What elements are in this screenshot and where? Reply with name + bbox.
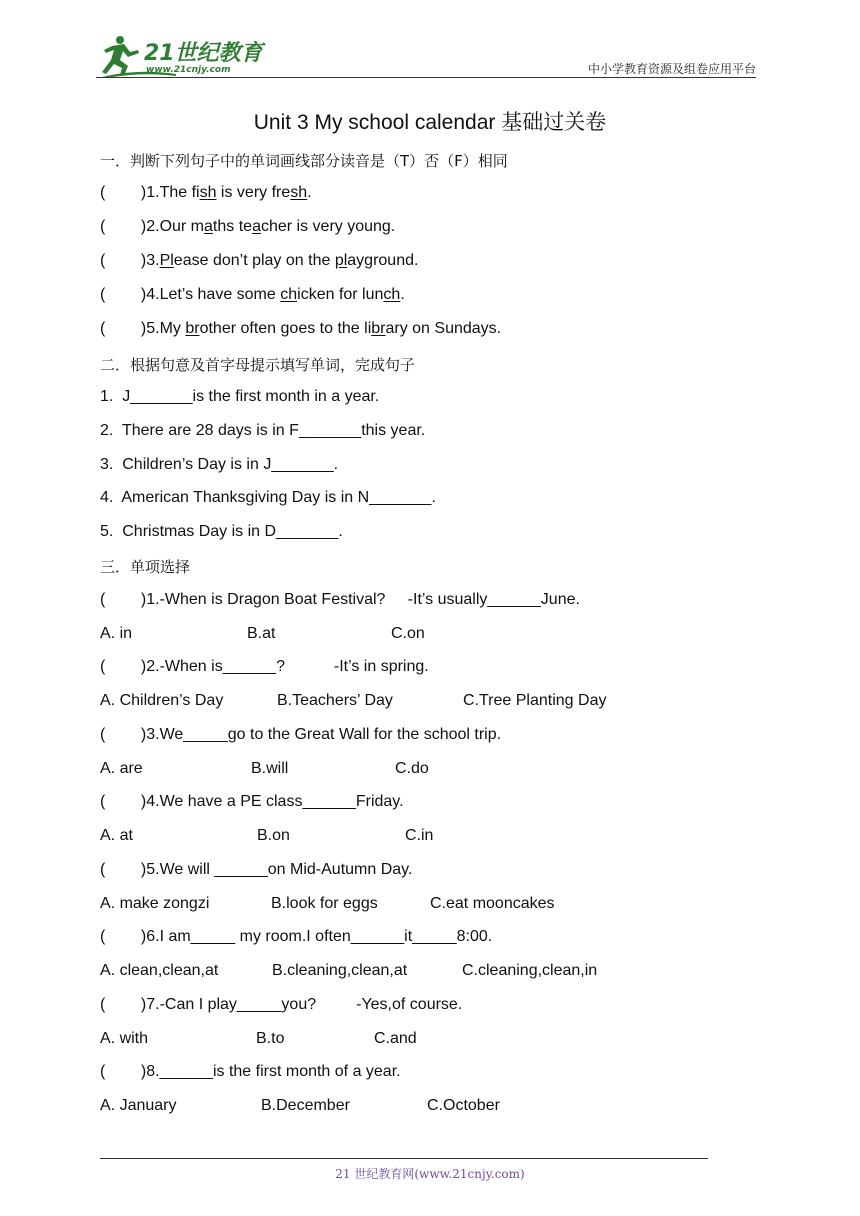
choice-option: C.cleaning,clean,in [462, 962, 598, 979]
page-title: Unit 3 My school calendar 基础过关卷 [253, 111, 607, 134]
item-text: ease don’t play on the [173, 252, 335, 269]
choice-option: B.cleaning,clean,at [272, 962, 408, 979]
underlined-letters: br [185, 320, 200, 337]
choice-option: A. in [100, 625, 133, 642]
item-text: . [307, 184, 312, 201]
choice-question: ( )2.-When is______? -It’s in spring. [100, 658, 429, 675]
logo-text: 21世纪教育 [144, 41, 263, 66]
fill-blank-item: 3. Children’s Day is in J_______. [100, 456, 339, 473]
choice-question: ( )6.I am_____ my room.I often______it_____8:00. [100, 928, 493, 945]
choice-option: A. at [100, 827, 133, 844]
header-platform-text: 中小学教育资源及组卷应用平台 [587, 62, 756, 76]
fill-blank-item: 1. J_______is the first month in a year. [100, 388, 380, 405]
item-text: )5.My [105, 320, 186, 337]
choice-option: B.look for eggs [271, 895, 378, 912]
choice-option: A. January [100, 1097, 177, 1114]
underlined-letters: pl [334, 252, 348, 269]
underlined-letters: br [371, 320, 386, 337]
choice-option: C.October [427, 1097, 500, 1114]
footer-divider [100, 1158, 708, 1159]
item-text: other often goes to the li [199, 320, 372, 337]
header-divider [96, 77, 756, 78]
item-text: ary on Sundays. [385, 320, 502, 337]
judge-item [100, 320, 501, 338]
item-text: ( [100, 252, 106, 269]
fill-blank-item: 5. Christmas Day is in D_______. [100, 523, 343, 540]
underlined-letters: a [204, 218, 213, 235]
item-text: . [400, 286, 405, 303]
item-text: ( [100, 218, 106, 235]
choice-option: A. with [100, 1030, 149, 1047]
judge-item [100, 252, 418, 270]
choice-question: ( )7.-Can I play_____you? -Yes,of course. [100, 996, 463, 1013]
choice-question: ( )1.-When is Dragon Boat Festival? -It’s usually______June. [100, 591, 580, 608]
item-text: ( [100, 320, 106, 337]
underlined-letters: ch [383, 286, 401, 303]
item-text: ( [100, 184, 106, 201]
item-text: ( [100, 286, 106, 303]
section1-heading: 一．判断下列句子中的单词画线部分读音是（T）否（F）相同 [100, 152, 508, 170]
choice-option: C.in [405, 827, 434, 844]
fill-blank-item: 4. American Thanksgiving Day is in N_______. [100, 489, 436, 506]
item-text: icken for lun [297, 286, 384, 303]
underlined-letters: a [252, 218, 261, 235]
choice-question: ( )4.We have a PE class______Friday. [100, 793, 404, 810]
choice-option: B.at [247, 625, 276, 642]
item-text: )3. [105, 252, 160, 269]
choice-option: C.and [374, 1030, 417, 1047]
choice-option: B.will [251, 760, 289, 777]
choice-option: A. are [100, 760, 143, 777]
choice-option: A. clean,clean,at [100, 962, 219, 979]
choice-option: B.on [257, 827, 290, 844]
judge-item [100, 218, 395, 236]
choice-question: ( )3.We_____go to the Great Wall for the school trip. [100, 726, 502, 743]
page-footer: 21 世纪教育网(www.21cnjy.com) [335, 1167, 525, 1181]
choice-option: C.eat mooncakes [430, 895, 555, 912]
choice-option: B.Teachers’ Day [277, 692, 393, 709]
underlined-letters: sh [199, 184, 217, 201]
choice-option: B.to [256, 1030, 285, 1047]
underlined-letters: Pl [159, 252, 174, 269]
item-text: ayground. [347, 252, 419, 269]
choice-question: ( )5.We will ______on Mid-Autumn Day. [100, 861, 413, 878]
choice-option: C.on [391, 625, 425, 642]
page-header [96, 30, 756, 80]
choice-option: A. make zongzi [100, 895, 210, 912]
logo-url: www.21cnjy.com [146, 65, 231, 75]
judge-item [100, 286, 405, 304]
choice-option: B.December [261, 1097, 350, 1114]
section3-heading: 三．单项选择 [100, 558, 191, 576]
underlined-letters: sh [290, 184, 308, 201]
item-text: is very fre [216, 184, 291, 201]
choice-question: ( )8.______is the first month of a year. [100, 1063, 401, 1080]
fill-blank-item: 2. There are 28 days is in F_______this year. [100, 422, 426, 439]
underlined-letters: ch [280, 286, 298, 303]
item-text: )2.Our m [105, 218, 205, 235]
21cnjy-logo [96, 34, 266, 78]
item-text: cher is very young. [260, 218, 396, 235]
item-text: )1.The fi [105, 184, 200, 201]
section2-heading: 二．根据句意及首字母提示填写单词，完成句子 [100, 356, 416, 374]
judge-item [100, 184, 312, 202]
choice-option: A. Children’s Day [100, 692, 224, 709]
choice-option: C.Tree Planting Day [463, 692, 607, 709]
item-text: ths te [212, 218, 253, 235]
item-text: )4.Let’s have some [105, 286, 281, 303]
choice-option: C.do [395, 760, 429, 777]
